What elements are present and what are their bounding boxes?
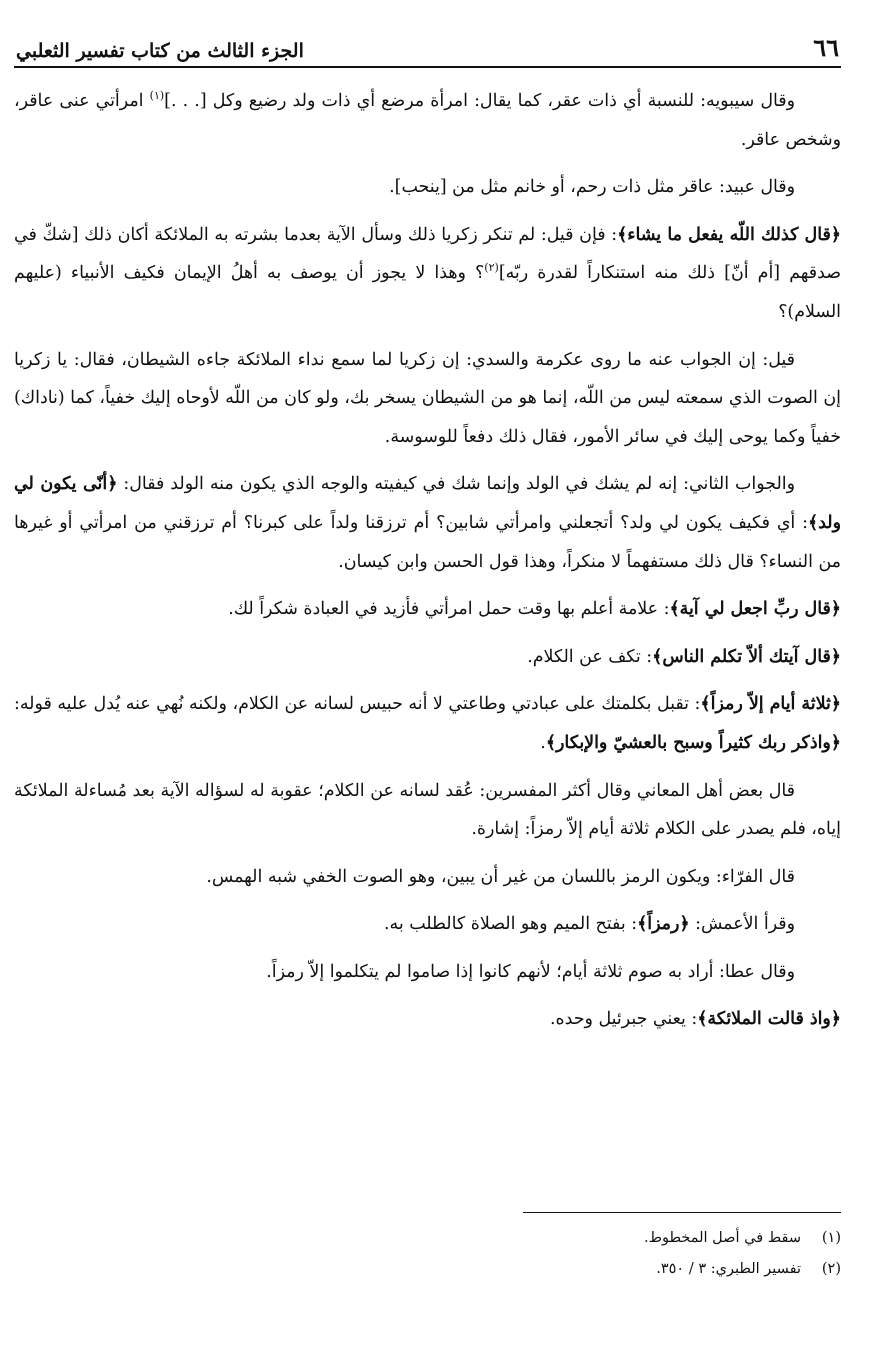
paragraph xyxy=(14,465,841,581)
paragraph-text: وقال عبيد: عاقر مثل ذات رحم، أو خانم مثل من [ينحب]. xyxy=(389,177,795,198)
paragraph-text: وقال سيبويه: للنسبة أي ذات عقر، كما يقال: امرأة مرضع أي ذات ولد رضيع وكل [. . .] xyxy=(164,91,795,111)
paragraph xyxy=(14,858,841,897)
quran-quote: ﴿قال آيتك ألاّ تكلم الناس﴾ xyxy=(652,646,841,667)
footnote-2 xyxy=(14,1254,841,1285)
quran-quote: ﴿أنّى يكون لي ولد﴾ xyxy=(14,474,841,533)
paragraph-text: : تكف عن الكلام. xyxy=(527,646,653,667)
paragraph-text: وقال عطا: أراد به صوم ثلاثة أيام؛ لأنهم كانوا إذا صاموا لم يتكلموا إلاّ رمزاً. xyxy=(266,961,795,982)
footnote-text: تفسير الطبري: ٣ / ٣٥٠. xyxy=(656,1261,801,1277)
paragraph xyxy=(14,82,841,159)
page-body xyxy=(14,82,841,1039)
footnote-ref: (١) xyxy=(149,89,165,103)
footnote-1 xyxy=(14,1223,841,1254)
quran-quote: ﴿قال ربِّ اجعل لي آية﴾ xyxy=(669,599,841,620)
paragraph xyxy=(14,772,841,849)
page-header xyxy=(14,30,841,68)
footnote-divider xyxy=(523,1212,841,1213)
paragraph xyxy=(14,953,841,992)
footnote-text: سقط في أصل المخطوط. xyxy=(643,1230,801,1246)
footnote-ref: (٢) xyxy=(484,261,499,275)
quran-quote: ﴿ثلاثة أيام إلاّ رمزاً﴾ xyxy=(700,694,841,715)
paragraph-text: : فإن قيل: لم تنكر زكريا ذلك وسأل الآية بعدما بشرته به الملائكة أكان ذلك [شكّ في صدقهم [أم أنّ] ذلك منه استنكاراً لقدرة ربّه] xyxy=(14,224,841,284)
paragraph xyxy=(14,685,841,762)
paragraph xyxy=(14,341,841,457)
paragraph-text: وقرأ الأعمش: xyxy=(689,914,795,935)
quran-quote: ﴿رمزاً﴾ xyxy=(637,914,690,935)
footnote-number: (٢) xyxy=(821,1261,841,1277)
paragraph-text: : علامة أعلم بها وقت حمل امرأتي فأزيد في العبادة شكراً لك. xyxy=(228,599,670,620)
paragraph xyxy=(14,638,841,677)
quran-quote: ﴿قال كذلك اللّه يفعل ما يشاء﴾ xyxy=(617,224,841,245)
quran-quote: ﴿واذكر ربك كثيراً وسبح بالعشيّ والإبكار﴾ xyxy=(545,732,841,753)
paragraph-text: والجواب الثاني: إنه لم يشك في الولد وإنما شك في كيفيته والوجه الذي يكون منه الولد فقال: xyxy=(117,474,795,495)
paragraph-text: . xyxy=(540,732,546,753)
paragraph-text: : يعني جبرئيل وحده. xyxy=(550,1009,698,1030)
paragraph-text: : بفتح الميم وهو الصلاة كالطلب به. xyxy=(383,914,638,935)
paragraph xyxy=(14,216,841,332)
paragraph xyxy=(14,590,841,629)
footnotes xyxy=(14,1212,841,1285)
running-title: الجزء الثالث من كتاب تفسير الثعلبي xyxy=(16,40,304,62)
paragraph-text: قيل: إن الجواب عنه ما روى عكرمة والسدي: إن زكريا لما سمع نداء الملائكة جاءه الشيطان، فقال: يا زكريا إن الصوت الذي سمعته ليس من اللّه، إنما هو من الشيطان يسخر بك، ولو كان من اللّه لأوحاه إليك خفياً، كما (ناداك) خفياً وكما يوحى إليك في سائر الأمور، فقال ذلك دفعاً للوسوسة. xyxy=(14,349,841,447)
paragraph-text: ؟ وهذا لا يجوز أن يوصف به أهلُ الإيمان فكيف الأنبياء (عليهم السلام)؟ xyxy=(14,263,841,322)
paragraph xyxy=(14,905,841,944)
paragraph-text: : أي فكيف يكون لي ولد؟ أتجعلني وامرأتي شابين؟ أم ترزقنا ولداً على كبرنا؟ أم ترزقني من امرأتي أو غيرها من النساء؟ قال ذلك مستفهماً لا منكراً، وهذا قول الحسن وابن كيسان. xyxy=(14,512,841,572)
paragraph xyxy=(14,1000,841,1039)
quran-quote: ﴿واذ قالت الملائكة﴾ xyxy=(697,1009,841,1030)
paragraph-text: امرأتي عنى عاقر، وشخص عاقر. xyxy=(14,91,841,150)
paragraph-text: قال بعض أهل المعاني وقال أكثر المفسرين: عُقد لسانه عن الكلام؛ عقوبة له لسؤاله الآية بعد مُساءلة الملائكة إياه، فلم يصدر على الكلام ثلاثة أيام إلاّ رمزاً: إشارة. xyxy=(14,780,841,840)
paragraph-text: قال الفرّاء: ويكون الرمز باللسان من غير أن يبين، وهو الصوت الخفي شبه الهمس. xyxy=(206,866,795,887)
paragraph xyxy=(14,168,841,207)
paragraph-text: : تقبل بكلمتك على عبادتي وطاعتي لا أنه حبيس لسانه عن الكلام، ولكنه نُهي عنه يُدل عليه قوله: xyxy=(14,694,701,715)
footnote-number: (١) xyxy=(821,1230,841,1246)
page-number: ٦٦ xyxy=(813,33,839,62)
